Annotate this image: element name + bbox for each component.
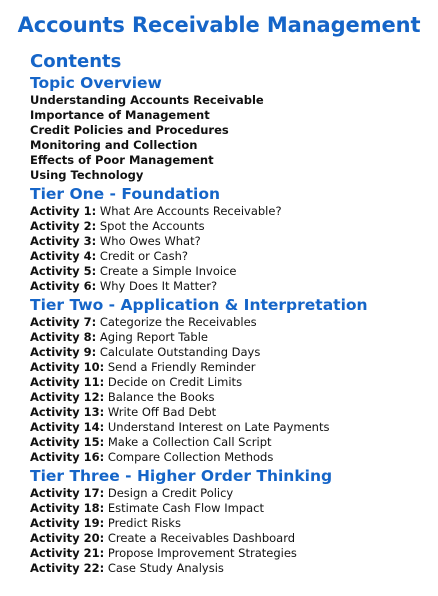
contents-list <box>30 74 438 576</box>
activity-title: Make a Collection Call Script <box>107 435 272 449</box>
activity-item <box>30 330 438 345</box>
activity-title: Understand Interest on Late Payments <box>107 420 330 434</box>
activity-item <box>30 405 438 420</box>
activity-item <box>30 486 438 501</box>
activity-item <box>30 390 438 405</box>
activity-list <box>30 204 438 294</box>
activity-item <box>30 345 438 360</box>
activity-title: Estimate Cash Flow Impact <box>107 501 265 515</box>
activity-item <box>30 516 438 531</box>
activity-item <box>30 420 438 435</box>
activity-title: Why Does It Matter? <box>99 279 218 293</box>
activity-number: Activity 19: <box>30 516 105 530</box>
activity-list <box>30 315 438 465</box>
activity-number: Activity 20: <box>30 531 105 545</box>
section-heading: Tier Two - Application & Interpretation <box>30 296 368 314</box>
topic-item: Effects of Poor Management <box>30 153 214 167</box>
activity-title: Calculate Outstanding Days <box>99 345 261 359</box>
activity-number: Activity 13: <box>30 405 105 419</box>
activity-number: Activity 10: <box>30 360 105 374</box>
activity-title: Categorize the Receivables <box>99 315 257 329</box>
activity-item <box>30 264 438 279</box>
activity-title: Credit or Cash? <box>99 249 188 263</box>
activity-number: Activity 5: <box>30 264 97 278</box>
activity-item <box>30 204 438 219</box>
activity-item <box>30 315 438 330</box>
activity-number: Activity 12: <box>30 390 105 404</box>
activity-title: Aging Report Table <box>99 330 208 344</box>
topic-item: Understanding Accounts Receivable <box>30 93 264 107</box>
activity-item <box>30 249 438 264</box>
activity-number: Activity 22: <box>30 561 105 575</box>
activity-title: Write Off Bad Debt <box>107 405 217 419</box>
activity-number: Activity 17: <box>30 486 105 500</box>
activity-number: Activity 18: <box>30 501 105 515</box>
section-heading: Tier One - Foundation <box>30 185 221 203</box>
activity-item <box>30 375 438 390</box>
topic-item: Credit Policies and Procedures <box>30 123 229 137</box>
activity-title: Decide on Credit Limits <box>107 375 243 389</box>
activity-title: Spot the Accounts <box>99 219 205 233</box>
activity-title: Send a Friendly Reminder <box>107 360 256 374</box>
activity-item <box>30 279 438 294</box>
activity-number: Activity 2: <box>30 219 97 233</box>
activity-item <box>30 360 438 375</box>
topic-item: Using Technology <box>30 168 144 182</box>
activity-item <box>30 219 438 234</box>
activity-number: Activity 16: <box>30 450 105 464</box>
activity-number: Activity 9: <box>30 345 97 359</box>
activity-number: Activity 1: <box>30 204 97 218</box>
activity-number: Activity 14: <box>30 420 105 434</box>
activity-title: Compare Collection Methods <box>107 450 274 464</box>
activity-number: Activity 6: <box>30 279 97 293</box>
activity-item <box>30 501 438 516</box>
activity-number: Activity 4: <box>30 249 97 263</box>
activity-list <box>30 486 438 576</box>
topic-item: Monitoring and Collection <box>30 138 198 152</box>
activity-number: Activity 3: <box>30 234 97 248</box>
activity-item <box>30 450 438 465</box>
activity-item <box>30 531 438 546</box>
topic-list <box>30 93 438 183</box>
activity-number: Activity 8: <box>30 330 97 344</box>
topic-item: Importance of Management <box>30 108 210 122</box>
activity-title: Case Study Analysis <box>107 561 224 575</box>
activity-title: Predict Risks <box>107 516 181 530</box>
activity-title: Design a Credit Policy <box>107 486 234 500</box>
activity-item <box>30 546 438 561</box>
activity-number: Activity 21: <box>30 546 105 560</box>
activity-title: Who Owes What? <box>99 234 201 248</box>
activity-number: Activity 7: <box>30 315 97 329</box>
activity-title: Create a Simple Invoice <box>99 264 237 278</box>
activity-item <box>30 234 438 249</box>
activity-title: Propose Improvement Strategies <box>107 546 297 560</box>
activity-title: Create a Receivables Dashboard <box>107 531 296 545</box>
section-heading: Tier Three - Higher Order Thinking <box>30 467 333 485</box>
activity-item <box>30 561 438 576</box>
activity-number: Activity 11: <box>30 375 105 389</box>
contents-heading: Contents <box>30 51 122 72</box>
activity-title: What Are Accounts Receivable? <box>99 204 282 218</box>
activity-item <box>30 435 438 450</box>
section-heading: Topic Overview <box>30 74 162 92</box>
activity-title: Balance the Books <box>107 390 215 404</box>
page-title: Accounts Receivable Management <box>17 13 421 37</box>
activity-number: Activity 15: <box>30 435 105 449</box>
